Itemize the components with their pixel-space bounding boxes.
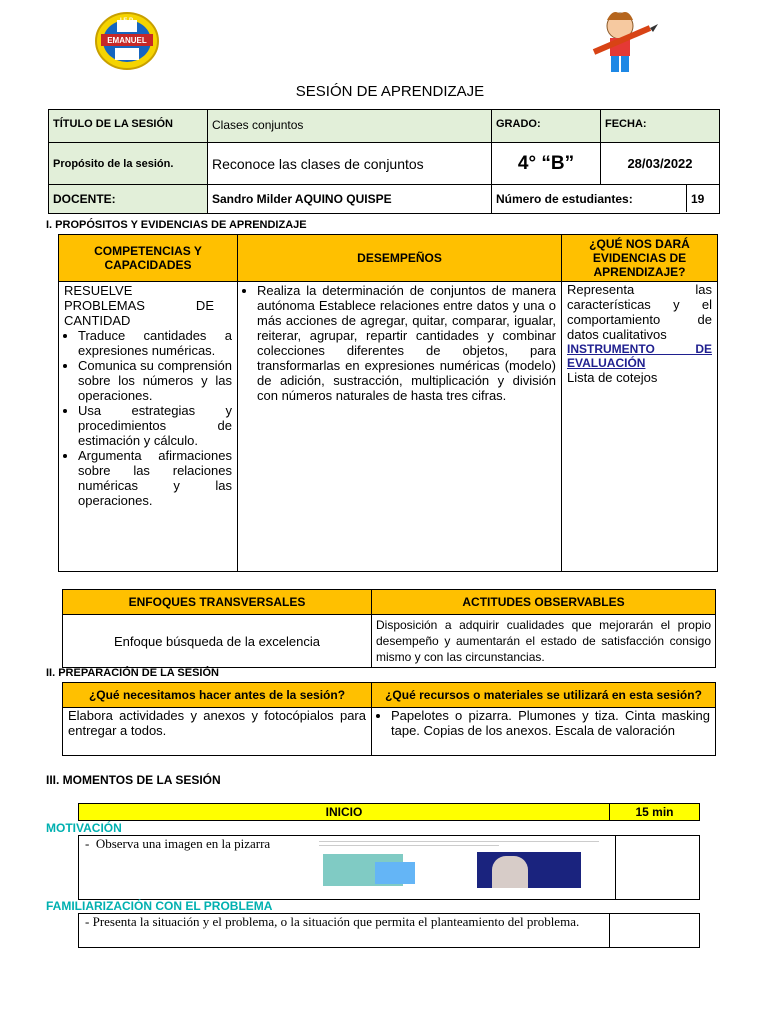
motivacion-label: MOTIVACIÓN	[46, 821, 122, 835]
desempenos-header: DESEMPEÑOS	[238, 235, 562, 282]
docente-label: DOCENTE:	[49, 185, 208, 214]
list-item: • Argumenta afirmaciones sobre las relaciones numéricas y las operaciones.	[78, 448, 232, 508]
docente-value: Sandro Milder AQUINO QUISPE	[208, 185, 492, 214]
proposito-value: Reconoce las clases de conjuntos	[208, 143, 492, 185]
boy-pencil-illustration	[580, 8, 660, 78]
motivation-image	[317, 838, 607, 896]
num-estudiantes-label: Número de estudiantes:	[492, 185, 687, 212]
fecha-value: 28/03/2022	[601, 143, 720, 185]
competencias-header: COMPETENCIAS Y CAPACIDADES	[59, 235, 238, 282]
session-header-table	[48, 109, 720, 214]
evidencias-header: ¿QUÉ NOS DARÁ EVIDENCIAS DE APRENDIZAJE?	[562, 235, 718, 282]
grado-label: GRADO:	[492, 110, 601, 143]
preparation-table	[62, 682, 716, 756]
section-1-title: I. PROPÓSITOS Y EVIDENCIAS DE APRENDIZAJE	[46, 219, 307, 231]
actitudes-header: ACTITUDES OBSERVABLES	[372, 590, 716, 615]
inicio-label: INICIO	[79, 804, 610, 821]
enfoques-table	[62, 589, 716, 668]
logo-name: EMANUEL	[107, 36, 147, 45]
familiarizacion-table	[78, 913, 700, 948]
list-item: • Traduce cantidades a expresiones numéricas.	[78, 328, 232, 358]
familiarizacion-dash: -	[85, 914, 93, 929]
actitud-text: Disposición a adquirir cualidades que mejorarán el propio desempeño y aumentarán el estado de satisfacción consigo mismo y con las circunstancias.	[372, 615, 716, 668]
recursos-text: • Papelotes o pizarra. Plumones y tiza. Cinta masking tape. Copias de los anexos. Escala de valoración	[391, 708, 710, 738]
evidencia-text: Representa las características y el comportamiento de datos cualitativos	[567, 282, 712, 342]
enfoque-text: Enfoque búsqueda de la excelencia	[63, 615, 372, 668]
motivacion-dash: -	[85, 836, 96, 851]
motivacion-table	[78, 835, 700, 900]
fecha-label: FECHA:	[601, 110, 720, 143]
instrumento-value: Lista de cotejos	[567, 370, 658, 385]
familiarizacion-label: FAMILIARIZACIÓN CON EL PROBLEMA	[46, 899, 273, 913]
antes-text: Elabora actividades y anexos y fotocópialos para entregar a todos.	[63, 708, 372, 756]
desempeno-text: • Realiza la determinación de conjuntos de manera autónoma Establece relaciones entre datos y una o más acciones de agregar, quitar, comparar, igualar, reiterar, agrupar, repartir cantidades y combinar colecciones diferentes de objetos, para transformarlas en expresiones numéricas (modelo) de adición, sustracción, multiplicación y división con números naturales de hasta tres cifras.	[257, 283, 556, 403]
proposito-label: Propósito de la sesión.	[49, 143, 208, 185]
logo-top-text: I.E.P.	[120, 18, 134, 24]
recursos-header: ¿Qué recursos o materiales se utilizará en esta sesión?	[372, 683, 716, 708]
enfoques-header: ENFOQUES TRANSVERSALES	[63, 590, 372, 615]
num-estudiantes-value: 19	[691, 191, 705, 206]
section-2-title: II. PREPARACIÓN DE LA SESIÓN	[46, 667, 219, 679]
list-item: • Usa estrategias y procedimientos de estimación y cálculo.	[78, 403, 232, 448]
section-3-title: III. MOMENTOS DE LA SESIÓN	[46, 773, 221, 787]
antes-header: ¿Qué necesitamos hacer antes de la sesión?	[63, 683, 372, 708]
list-item: • Comunica su comprensión sobre los números y las operaciones.	[78, 358, 232, 403]
instrumento-label: INSTRUMENTO DE EVALUACIÓN	[567, 342, 712, 370]
page-title: SESIÓN DE APRENDIZAJE	[295, 83, 485, 100]
capacidades-list	[64, 328, 232, 508]
titulo-value: Clases conjuntos	[208, 110, 492, 143]
purposes-table	[58, 234, 718, 572]
titulo-label: TÍTULO DE LA SESIÓN	[49, 110, 208, 143]
school-logo	[95, 12, 159, 70]
inicio-bar	[78, 803, 700, 821]
grado-value: 4° “B”	[492, 143, 601, 185]
inicio-time: 15 min	[610, 804, 700, 821]
familiarizacion-text: Presenta la situación y el problema, o la situación que permita el planteamiento del problema.	[92, 914, 580, 929]
motivacion-text: Observa una imagen en la pizarra	[95, 836, 271, 851]
competencia-text: RESUELVE PROBLEMAS DE CANTIDAD	[64, 283, 214, 328]
